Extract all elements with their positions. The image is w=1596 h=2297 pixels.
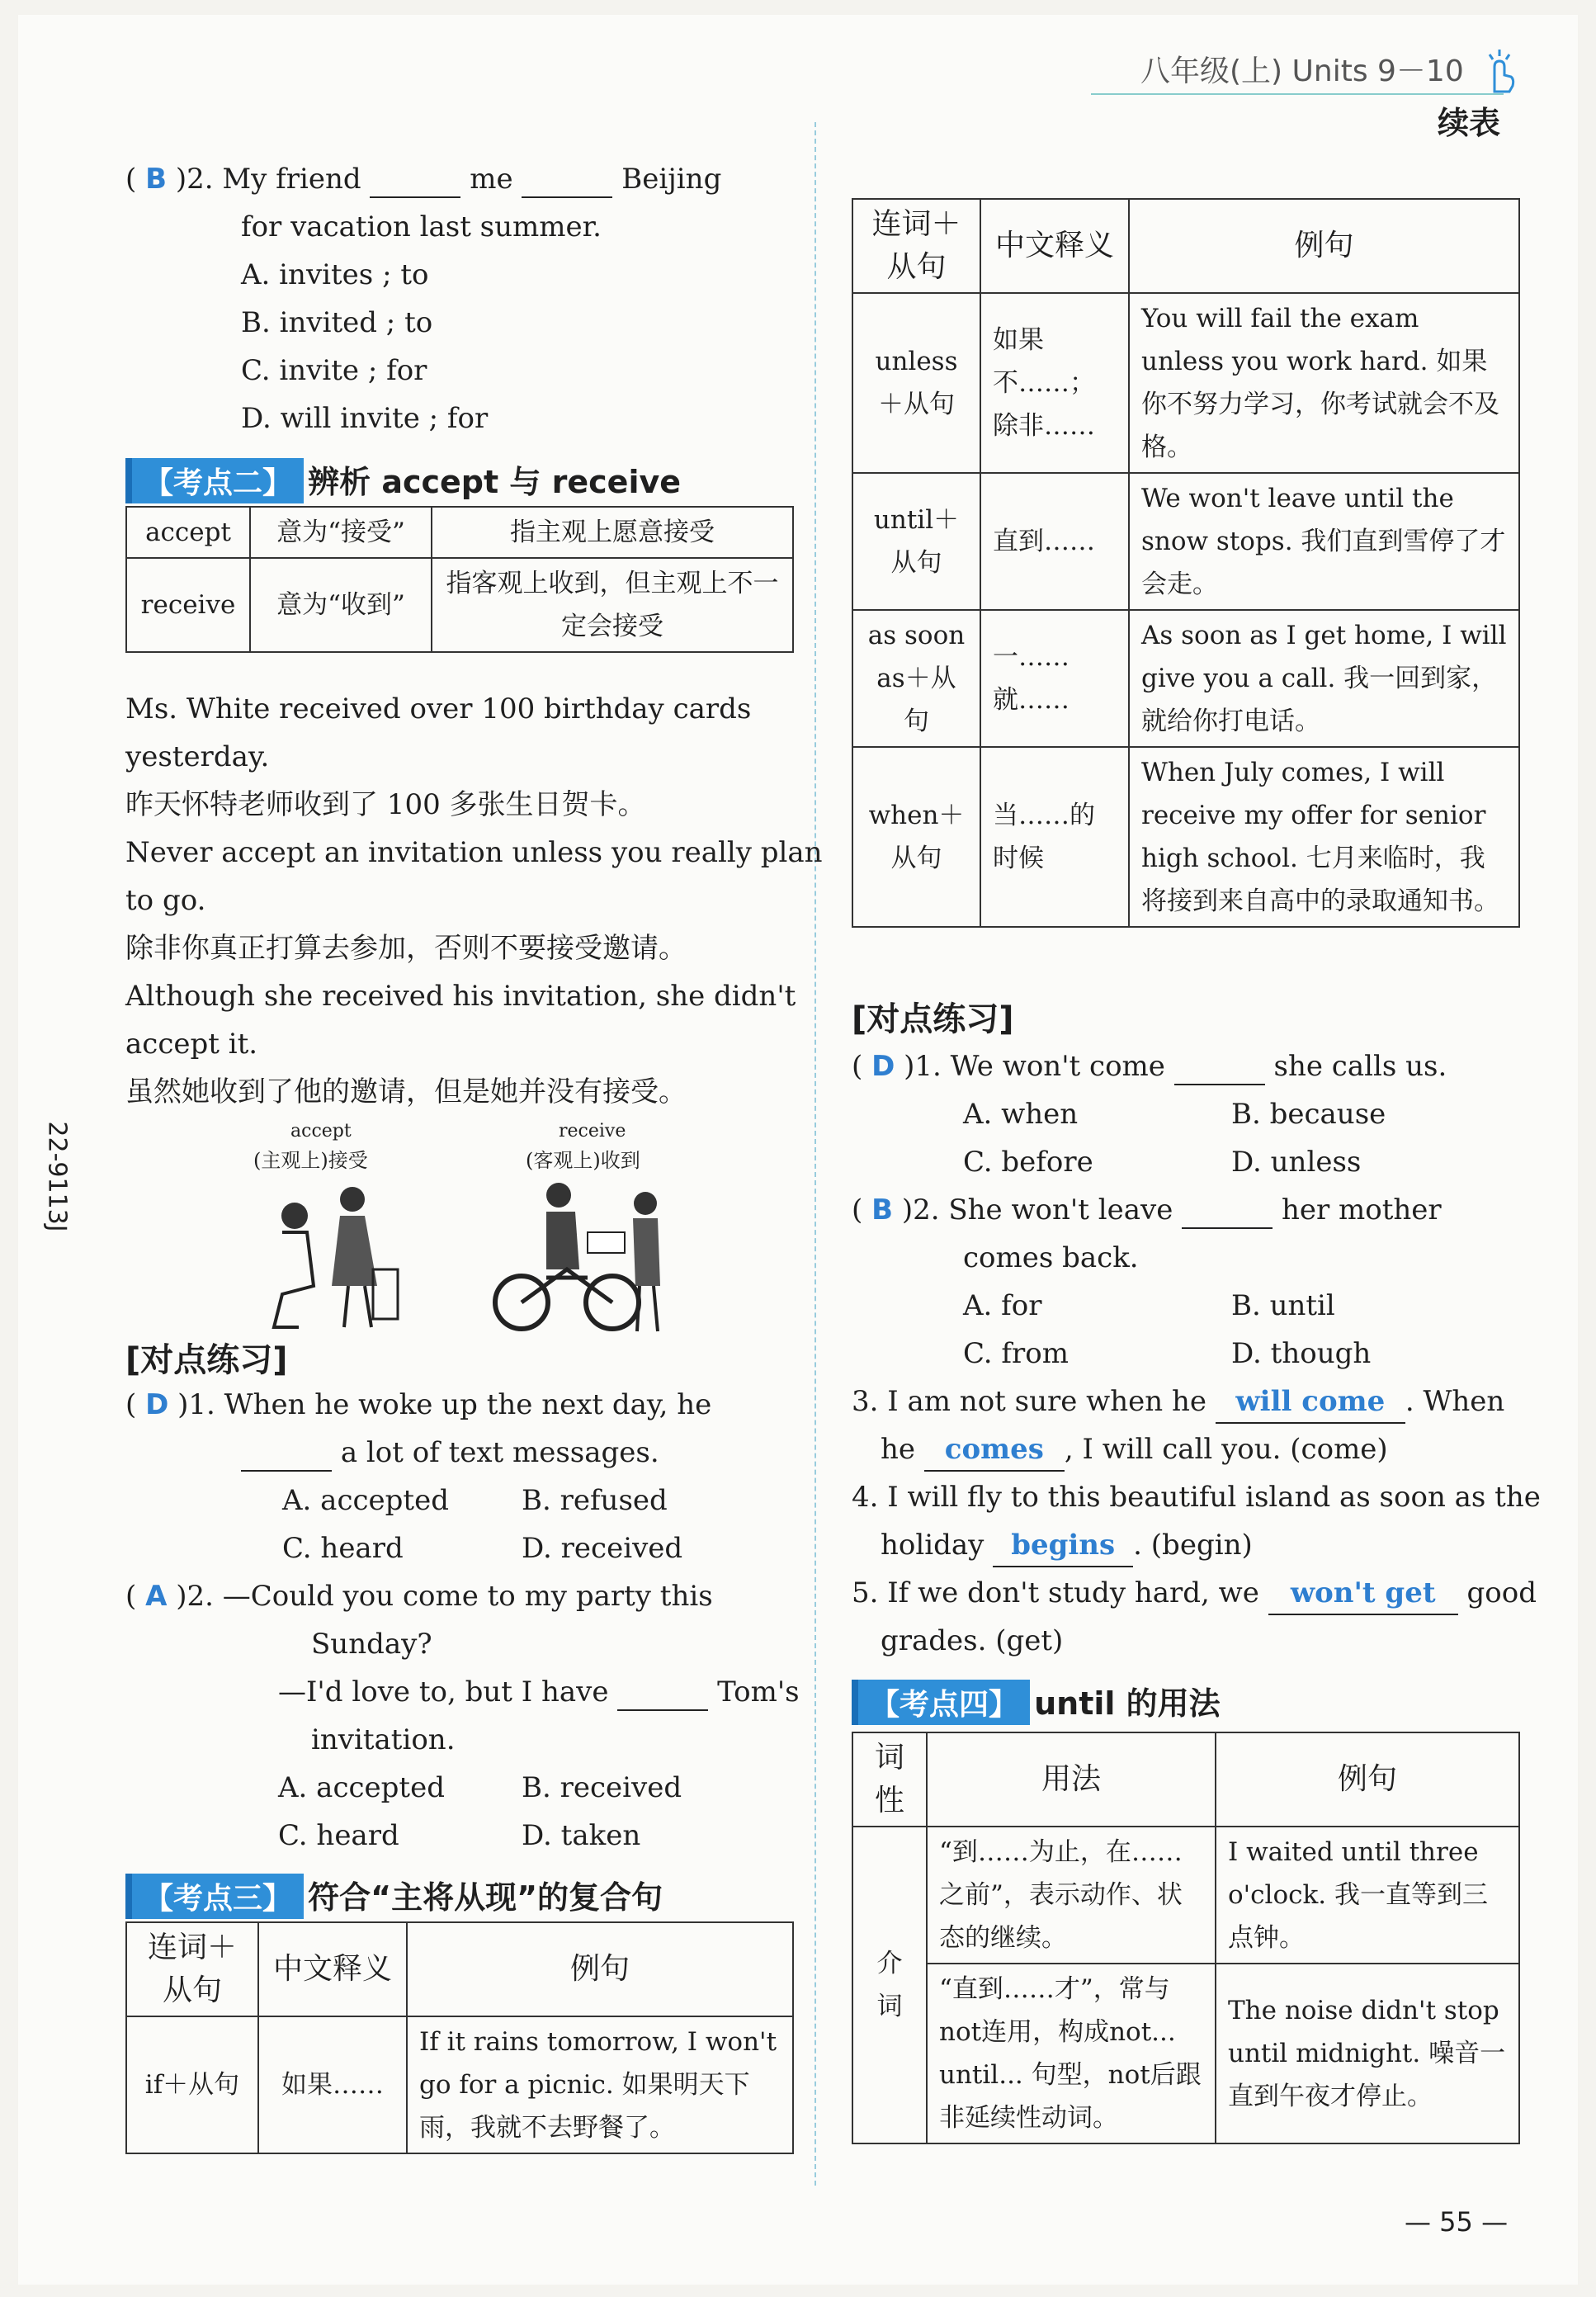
right-q3-line2: he comes , I will call you. (come) bbox=[881, 1425, 1388, 1473]
point4-heading bbox=[852, 1678, 1221, 1725]
section-title: until 的用法 bbox=[1034, 1685, 1221, 1722]
option: A. when bbox=[963, 1098, 1079, 1131]
option: C. from bbox=[963, 1337, 1069, 1370]
left-p2-line1: ( A )2. —Could you come to my party this bbox=[125, 1580, 713, 1613]
table-row: when＋从句 当……的时候 When July comes, I will receive my offer for senior high school. 七月来临时，我将接到来自高中的录取通知书。 bbox=[852, 747, 1519, 927]
practice-title: [对点练习] bbox=[125, 1341, 288, 1379]
table-header-row: 连词＋从句 中文释义 例句 bbox=[852, 199, 1519, 293]
left-q2-line1: ( B )2. My friend me Beijing bbox=[125, 155, 721, 203]
point-badge: 【考点三】 bbox=[125, 1874, 304, 1919]
left-p2-line2: Sunday? bbox=[311, 1628, 432, 1661]
accept-receive-table bbox=[125, 506, 794, 653]
header-title: 八年级(上) Units 9－10 bbox=[1140, 54, 1464, 88]
right-q2-line1: ( B )2. She won't leave her mother bbox=[852, 1186, 1442, 1234]
right-q5-line1: 5. If we don't study hard, we won't get good bbox=[852, 1569, 1537, 1617]
table-row: as soon as＋从句 一……就…… As soon as I get home, I will give you a call. 我一回到家，就给你打电话。 bbox=[852, 610, 1519, 747]
answer: D bbox=[871, 1050, 895, 1083]
point-badge: 【考点四】 bbox=[852, 1680, 1030, 1725]
right-q2-line2: comes back. bbox=[963, 1241, 1139, 1274]
table-row: “直到……才”，常与not连用，构成not... until... 句型，not后跟非延续性动词。 The noise didn't stop until midnight. 噪音一直到午夜才停止。 bbox=[852, 1964, 1519, 2143]
illustration-receive-cn: (客观上)收到 bbox=[526, 1149, 640, 1172]
table-header-row: 词性 用法 例句 bbox=[852, 1732, 1519, 1827]
option: B. refused bbox=[522, 1484, 668, 1517]
option: D. will invite ; for bbox=[241, 402, 489, 435]
right-q4-line2: holiday begins . (begin) bbox=[881, 1521, 1253, 1569]
table-row: 介词 “到……为止，在……之前”，表示动作、状态的继续。 I waited until three o'clock. 我一直等到三点钟。 bbox=[852, 1827, 1519, 1964]
right-q5-line2: grades. (get) bbox=[881, 1624, 1064, 1657]
option: A. for bbox=[963, 1289, 1042, 1322]
example-line: 昨天怀特老师收到了 100 多张生日贺卡。 bbox=[125, 788, 646, 821]
until-table bbox=[852, 1732, 1520, 2144]
example-line: accept it. bbox=[125, 1028, 258, 1061]
table-row: until＋从句 直到…… We won't leave until the snow stops. 我们直到雪停了才会走。 bbox=[852, 473, 1519, 610]
right-q1-line1: ( D )1. We won't come she calls us. bbox=[852, 1042, 1447, 1090]
page-number: — 55 — bbox=[1405, 2206, 1509, 2238]
filled-answer: begins bbox=[993, 1524, 1133, 1567]
option: A. invites ; to bbox=[241, 258, 429, 291]
left-p1-line2: a lot of text messages. bbox=[241, 1429, 659, 1477]
filled-answer: won't get bbox=[1268, 1572, 1458, 1615]
section-title: 辨析 accept 与 receive bbox=[308, 464, 682, 500]
delivery-illustration bbox=[489, 1170, 687, 1335]
point-badge: 【考点二】 bbox=[125, 458, 304, 503]
option: A. accepted bbox=[278, 1771, 445, 1804]
point3-heading bbox=[125, 1872, 663, 1919]
answer: B bbox=[145, 163, 167, 196]
answer: A bbox=[145, 1580, 168, 1613]
example-line: 除非你真正打算去参加，否则不要接受邀请。 bbox=[125, 932, 687, 965]
table-header-row: 连词＋从句 中文释义 例句 bbox=[126, 1922, 793, 2016]
illustration-accept-label: accept bbox=[290, 1121, 352, 1141]
option: D. though bbox=[1231, 1337, 1372, 1370]
page bbox=[18, 15, 1578, 2285]
illustration-receive-label: receive bbox=[559, 1121, 626, 1141]
section-title: 符合“主将从现”的复合句 bbox=[308, 1879, 663, 1916]
proposal-illustration bbox=[249, 1170, 406, 1335]
example-line: Never accept an invitation unless you really plan bbox=[125, 836, 823, 869]
filled-answer: will come bbox=[1216, 1381, 1405, 1424]
example-line: Although she received his invitation, she didn't bbox=[125, 980, 796, 1013]
table-row: receive 意为“收到” 指客观上收到，但主观上不一定会接受 bbox=[126, 558, 793, 652]
left-q2-line2: for vacation last summer. bbox=[241, 210, 602, 243]
example-line: to go. bbox=[125, 884, 206, 917]
option: D. unless bbox=[1231, 1146, 1362, 1179]
right-q4-line1: 4. I will fly to this beautiful island as soon as the bbox=[852, 1481, 1541, 1514]
header-divider bbox=[1091, 93, 1504, 95]
left-p2-line3: —I'd love to, but I have Tom's bbox=[278, 1668, 800, 1716]
practice-title: [对点练习] bbox=[852, 1000, 1014, 1038]
option: A. accepted bbox=[282, 1484, 449, 1517]
option: B. until bbox=[1231, 1289, 1335, 1322]
answer: B bbox=[871, 1193, 893, 1226]
example-line: yesterday. bbox=[125, 740, 270, 773]
point2-heading bbox=[125, 456, 681, 503]
filled-answer: comes bbox=[924, 1429, 1065, 1472]
table-row: unless＋从句 如果不……；除非…… You will fail the exam unless you work hard. 如果你不努力学习，你考试就会不及格。 bbox=[852, 293, 1519, 473]
option: C. invite ; for bbox=[241, 354, 427, 387]
option: D. received bbox=[522, 1532, 683, 1565]
option: D. taken bbox=[522, 1819, 641, 1852]
column-divider bbox=[815, 122, 816, 2186]
table-row: accept 意为“接受” 指主观上愿意接受 bbox=[126, 507, 793, 558]
answer: D bbox=[145, 1388, 169, 1421]
option: B. received bbox=[522, 1771, 682, 1804]
pointer-hand-icon bbox=[1483, 46, 1516, 96]
table-row: if＋从句 如果…… If it rains tomorrow, I won't go for a picnic. 如果明天下雨，我就不去野餐了。 bbox=[126, 2016, 793, 2153]
side-code: 22-9113J bbox=[42, 1121, 72, 1232]
option: C. heard bbox=[282, 1532, 404, 1565]
conjunction-table bbox=[852, 198, 1520, 928]
option: C. heard bbox=[278, 1819, 399, 1852]
right-q3-line1: 3. I am not sure when he will come . When bbox=[852, 1378, 1504, 1425]
example-line: 虽然她收到了他的邀请，但是她并没有接受。 bbox=[125, 1075, 687, 1108]
illustration-accept-cn: (主观上)接受 bbox=[253, 1149, 368, 1172]
point3-table bbox=[125, 1921, 794, 2154]
continued-label: 续表 bbox=[1438, 105, 1501, 141]
option: C. before bbox=[963, 1146, 1093, 1179]
left-p1-line1: ( D )1. When he woke up the next day, he bbox=[125, 1388, 712, 1421]
example-line: Ms. White received over 100 birthday cards bbox=[125, 692, 752, 725]
option: B. invited ; to bbox=[241, 306, 433, 339]
left-p2-line4: invitation. bbox=[311, 1723, 456, 1756]
option: B. because bbox=[1231, 1098, 1386, 1131]
